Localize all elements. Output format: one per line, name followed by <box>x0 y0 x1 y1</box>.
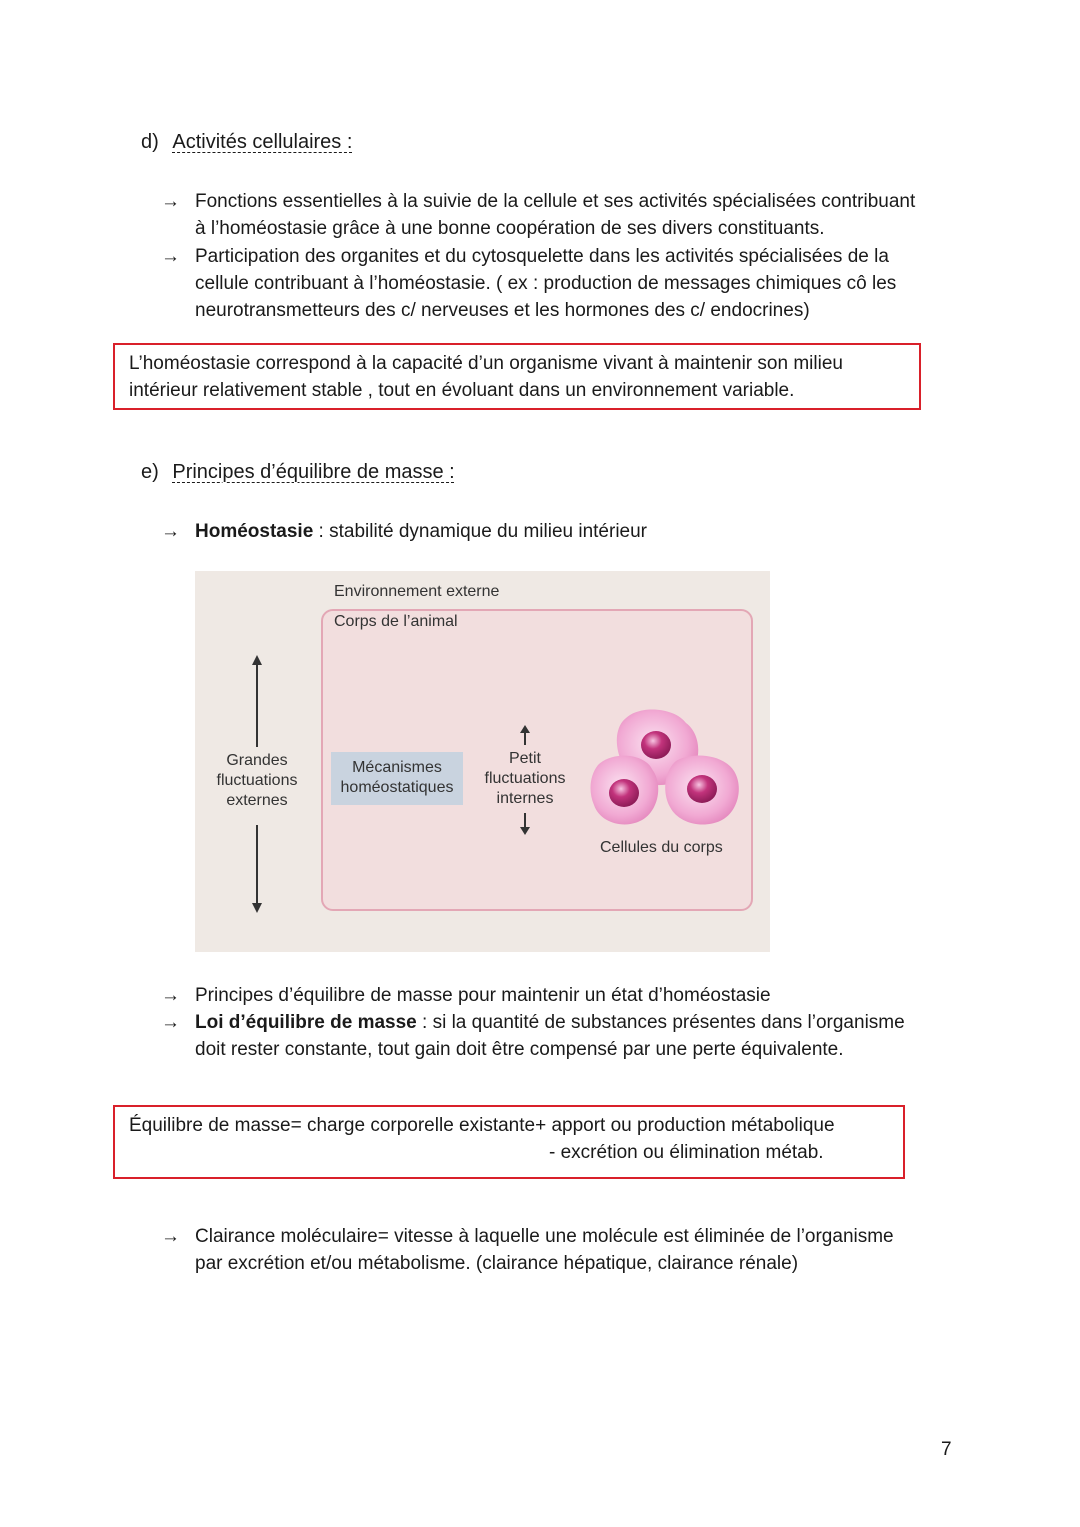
bullet-item <box>161 243 961 324</box>
label-line: Grandes <box>226 752 288 769</box>
section-d-title: Activités cellulaires : <box>172 131 353 153</box>
arrow-icon: → <box>161 246 180 267</box>
bullet-item <box>161 1009 961 1063</box>
bullet-item <box>161 1223 961 1277</box>
arrow-icon: → <box>161 1012 180 1033</box>
bullet-line: Participation des organites et du cytosquelette dans les activités spécialisées de la <box>195 246 889 267</box>
bullet-line: Clairance moléculaire= vitesse à laquelle une molécule est éliminée de l’organisme <box>195 1226 894 1247</box>
external-environment-label: Environnement externe <box>334 583 500 600</box>
bullet-item <box>161 518 961 545</box>
bullet-line: par excrétion et/ou métabolisme. (clairance hépatique, clairance rénale) <box>195 1253 799 1274</box>
section-d-heading <box>141 131 352 154</box>
body-cells-label: Cellules du corps <box>600 839 723 856</box>
homeostasis-figure <box>195 571 770 952</box>
body-cells-illustration <box>588 705 748 835</box>
bullet-line: neurotransmetteurs des c/ nerveuses et les hormones des c/ endocrines) <box>195 300 810 321</box>
equation-line: Équilibre de masse= charge corporelle existante+ apport ou production métabolique <box>129 1115 835 1136</box>
section-e-title: Principes d’équilibre de masse : <box>172 461 455 483</box>
bullet-text: : si la quantité de substances présentes dans l’organisme <box>416 1012 905 1033</box>
definition-line: intérieur relativement stable , tout en évoluant dans un environnement variable. <box>129 380 795 401</box>
nucleus-top <box>641 731 671 759</box>
nucleus-left <box>609 779 639 807</box>
up-arrow-head <box>520 725 530 733</box>
down-arrow-head <box>520 827 530 835</box>
arrow-icon: → <box>161 191 180 212</box>
arrow-icon: → <box>161 985 180 1006</box>
label-line: homéostatiques <box>340 779 454 796</box>
bold-term: Loi d’équilibre de masse <box>195 1012 417 1033</box>
label-line: externes <box>226 792 288 809</box>
section-e-heading <box>141 461 455 484</box>
definition-box <box>113 343 921 410</box>
arrow-icon: → <box>161 1226 180 1247</box>
page-number: 7 <box>941 1439 952 1460</box>
equation-line: - excrétion ou élimination métab. <box>549 1142 824 1163</box>
bullet-item <box>161 188 961 242</box>
arrow-icon: → <box>161 521 180 542</box>
section-e-letter: e) <box>141 461 159 483</box>
label-line: fluctuations <box>484 770 566 787</box>
label-line: Petit <box>508 750 541 767</box>
section-d-letter: d) <box>141 131 159 153</box>
homeostatic-mechanisms-box <box>331 752 463 805</box>
definition-line: L’homéostasie correspond à la capacité d’un organisme vivant à maintenir son milieu <box>129 353 843 374</box>
down-arrow-head <box>252 903 262 913</box>
label-line: fluctuations <box>216 772 298 789</box>
bullet-item <box>161 982 961 1009</box>
external-fluctuations-label <box>207 751 307 811</box>
animal-body-label: Corps de l’animal <box>334 613 458 630</box>
bullet-line: Fonctions essentielles à la suivie de la cellule et ses activités spécialisées contribuant <box>195 191 916 212</box>
nucleus-right <box>687 775 717 803</box>
bullet-line: Principes d’équilibre de masse pour maintenir un état d’homéostasie <box>195 985 771 1006</box>
bullet-text: : stabilité dynamique du milieu intérieur <box>313 521 648 542</box>
internal-fluctuations-label <box>475 749 575 809</box>
mass-balance-box <box>113 1105 905 1179</box>
up-arrow-head <box>252 655 262 665</box>
bullet-line: doit rester constante, tout gain doit être compensé par une perte équivalente. <box>195 1039 844 1060</box>
bold-term: Homéostasie <box>195 521 314 542</box>
label-line: internes <box>496 790 554 807</box>
bullet-line: cellule contribuant à l’homéostasie. ( ex : production de messages chimiques cô les <box>195 273 897 294</box>
bullet-line: à l’homéostasie grâce à une bonne coopération de ses divers constituants. <box>195 218 825 239</box>
label-line: Mécanismes <box>352 759 442 776</box>
